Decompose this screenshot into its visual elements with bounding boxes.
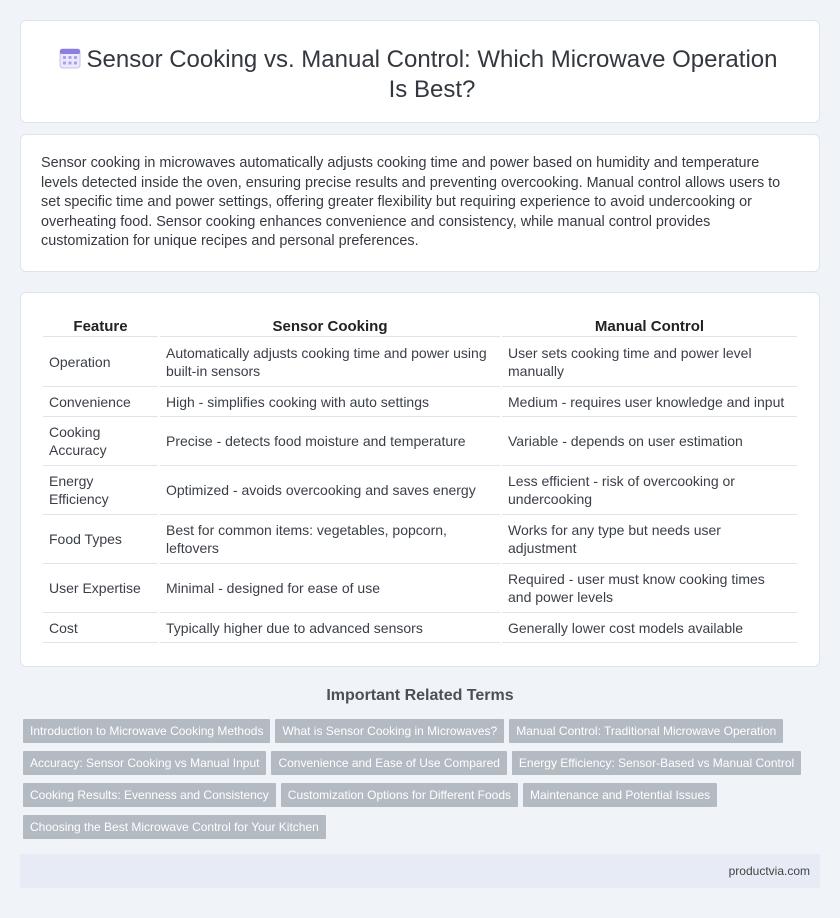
site-name[interactable]: productvia.com bbox=[728, 864, 810, 878]
intro-paragraph: Sensor cooking in microwaves automatically adjusts cooking time and power based on humidity and temperature levels detected inside the oven, ensuring precise results and preventing overcooking. Manual control allows users to set specific time and power settings, offering greater flexibility but requiring experience to avoid undercooking or overheating food. Sensor cooking enhances convenience and consistency, while manual control provides customization for unique recipes and personal preferences. bbox=[41, 155, 781, 250]
feature-cell: Food Types bbox=[43, 515, 158, 564]
related-term-tag[interactable]: Accuracy: Sensor Cooking vs Manual Input bbox=[23, 751, 266, 775]
feature-cell: User Expertise bbox=[43, 564, 158, 613]
header-manual-control: Manual Control bbox=[502, 314, 797, 337]
related-term-tag[interactable]: Introduction to Microwave Cooking Methods bbox=[23, 719, 270, 743]
manual-cell: Variable - depends on user estimation bbox=[502, 417, 797, 466]
manual-cell: User sets cooking time and power level manually bbox=[502, 337, 797, 387]
comparison-card bbox=[20, 292, 820, 667]
sensor-cell: Best for common items: vegetables, popcorn, leftovers bbox=[160, 515, 500, 564]
table-row bbox=[43, 515, 797, 564]
table-row bbox=[43, 417, 797, 466]
feature-cell: Cooking Accuracy bbox=[43, 417, 158, 466]
table-header-row bbox=[43, 314, 797, 337]
feature-cell: Convenience bbox=[43, 387, 158, 417]
intro-card bbox=[20, 134, 820, 272]
comparison-table bbox=[41, 314, 799, 643]
related-terms-heading: Important Related Terms bbox=[326, 687, 514, 704]
feature-cell: Energy Efficiency bbox=[43, 466, 158, 515]
manual-cell: Medium - requires user knowledge and input bbox=[502, 387, 797, 417]
sensor-cell: High - simplifies cooking with auto settings bbox=[160, 387, 500, 417]
table-row bbox=[43, 387, 797, 417]
page-title: Sensor Cooking vs. Manual Control: Which Microwave Operation Is Best? bbox=[86, 46, 778, 103]
related-term-tag[interactable]: Cooking Results: Evenness and Consistency bbox=[23, 783, 276, 807]
manual-cell: Works for any type but needs user adjustment bbox=[502, 515, 797, 564]
related-terms-list bbox=[23, 719, 813, 847]
sensor-cell: Typically higher due to advanced sensors bbox=[160, 613, 500, 643]
title-card bbox=[20, 20, 820, 123]
sensor-cell: Optimized - avoids overcooking and saves energy bbox=[160, 466, 500, 515]
manual-cell: Required - user must know cooking times and power levels bbox=[502, 564, 797, 613]
table-row bbox=[43, 564, 797, 613]
header-sensor-cooking: Sensor Cooking bbox=[160, 314, 500, 337]
table-row bbox=[43, 613, 797, 643]
related-term-tag[interactable]: Convenience and Ease of Use Compared bbox=[271, 751, 506, 775]
sensor-cell: Minimal - designed for ease of use bbox=[160, 564, 500, 613]
table-row bbox=[43, 466, 797, 515]
feature-cell: Cost bbox=[43, 613, 158, 643]
related-term-tag[interactable]: Customization Options for Different Foods bbox=[281, 783, 518, 807]
sensor-cell: Automatically adjusts cooking time and power using built-in sensors bbox=[160, 337, 500, 387]
header-feature: Feature bbox=[43, 314, 158, 337]
related-term-tag[interactable]: Energy Efficiency: Sensor-Based vs Manual Control bbox=[512, 751, 801, 775]
related-term-tag[interactable]: Maintenance and Potential Issues bbox=[523, 783, 717, 807]
sensor-cell: Precise - detects food moisture and temperature bbox=[160, 417, 500, 466]
footer-bar bbox=[20, 854, 820, 888]
manual-cell: Generally lower cost models available bbox=[502, 613, 797, 643]
related-term-tag[interactable]: What is Sensor Cooking in Microwaves? bbox=[275, 719, 504, 743]
table-row bbox=[43, 337, 797, 387]
related-term-tag[interactable]: Manual Control: Traditional Microwave Operation bbox=[509, 719, 783, 743]
related-term-tag[interactable]: Choosing the Best Microwave Control for Your Kitchen bbox=[23, 815, 326, 839]
manual-cell: Less efficient - risk of overcooking or undercooking bbox=[502, 466, 797, 515]
feature-cell: Operation bbox=[43, 337, 158, 387]
